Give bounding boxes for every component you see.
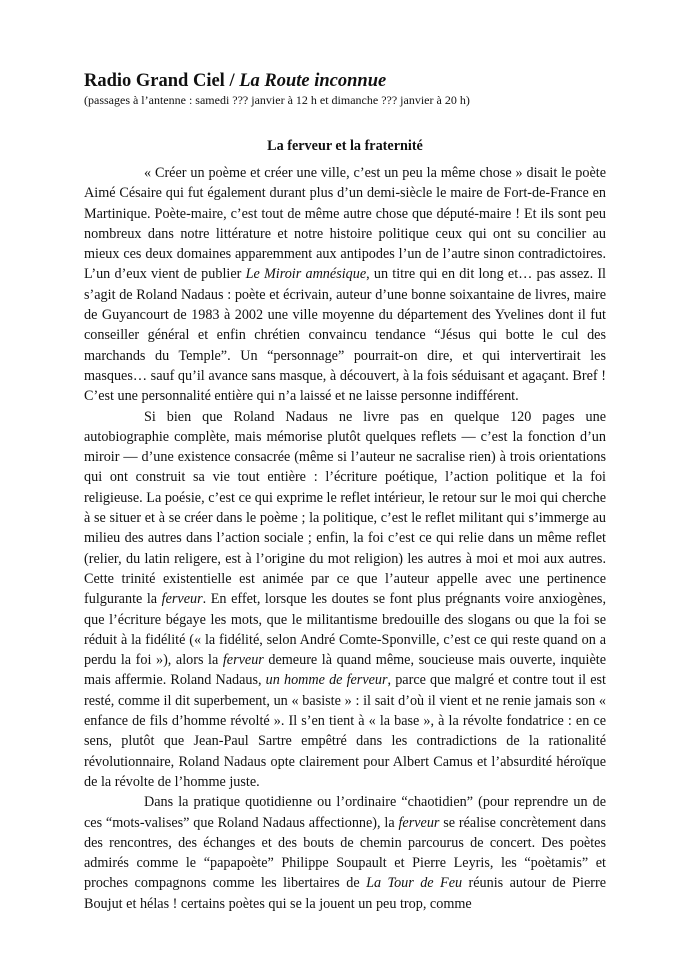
document-header xyxy=(84,70,614,108)
paragraph-1 xyxy=(84,163,606,407)
book-title: Le Miroir amnésique xyxy=(245,266,367,283)
text-run: se réalise concrètement dans des rencontres, des échanges et des bouts de chemin parcourus de concert. Des poètes admirés comme le “papapoète” Philippe Soupault et Pierre Leyris, les “poètamis” et proches compagnons comme les libertaires de xyxy=(84,814,606,892)
paragraph-2 xyxy=(84,407,606,793)
article-title: La ferveur et la fraternité xyxy=(267,138,423,154)
text-run: . En effet, lorsque les doutes se font plus prégnants voire anxiogènes, que l’écriture bégaye les mots, que le militantisme bredouille des slogans ou que la foi se réduit à la fidélité (« la fidélité, selon André Comte-Sponville, c’est ce qui reste quand on a perdu la foi »), alors la xyxy=(84,591,606,669)
emphasis: ferveur xyxy=(398,814,440,831)
program-name: Radio Grand Ciel / xyxy=(84,71,240,91)
text-run: réunis autour de Pierre Boujut et hélas ! certains poètes qui se la jouent un peu trop, comme xyxy=(84,875,607,912)
article-body xyxy=(84,163,606,914)
text-run: , un titre qui en dit long et… pas assez. Il s’agit de Roland Nadaus : poète et écrivain, auteur d’une bonne soixantaine de livres, maire de Guyancourt de 1983 à 2002 une ville moyenne du département des Yvelines dont il fut conseiller général et enfin chrétien convaincu tendance “Jésus qui botte le cul des marchands du Temple”. Un “personnage” pourrait-on dire, et qui intervertirait les masques… sauf qu’il avance sans masque, à découvert, à la fois séduisant et agaçant. Bref ! C’est une personnalité entière qui n’a laissé et ne laisse personne indifférent. xyxy=(84,266,606,405)
text-run: Si bien que Roland Nadaus ne livre pas en quelque 120 pages une autobiographie complète, mais mémorise plutôt quelques reflets — c’est la fonction d’un miroir — d’une existence consacrée (même si l’auteur ne sacralise rien) à trois orientations qui ont construit sa vie tout entière : l’écriture poétique, l’action politique et la foi religieuse. La poésie, c’est ce qui exprime le reflet intérieur, le retour sur le moi qui cherche à se situer et à se créer dans le poème ; la politique, c’est le reflet militant qui s’immerge au milieu des autres dans l’action sociale ; enfin, la foi c’est ce qui relie dans un même reflet (relier, du latin religere, est à l’origine du mot religion) les autres à moi et moi aux autres. Cette trinité existentielle est animée par ce que l’auteur appelle avec une pertinence fulgurante la xyxy=(84,408,606,608)
book-title: La Tour de Feu xyxy=(366,875,463,892)
text-run: demeure là quand même, soucieuse mais ouverte, inquiète mais affermie. Roland Nadaus, xyxy=(84,652,606,689)
emphasis: ferveur xyxy=(222,652,264,669)
paragraph-3 xyxy=(84,792,606,914)
program-title xyxy=(84,70,614,92)
text-run: « Créer un poème et créer une ville, c’est un peu la même chose » disait le poète Aimé Césaire qui fut également durant plus d’un demi-siècle le maire de Fort-de-France en Martinique. Poète-maire, c’est tout de même autre chose que député-maire ! Et ils sont peu nombreux dans notre littérature et notre histoire politique ceux qui ont su concilier au mieux ces deux domaines apparemment aux antipodes l’un de l’autre sinon contradictoires. L’un d’eux vient de publier xyxy=(84,165,606,283)
broadcast-schedule: (passages à l’antenne : samedi ??? janvier à 12 h et dimanche ??? janvier à 20 h) xyxy=(84,93,470,107)
text-run: Dans la pratique quotidienne ou l’ordinaire “chaotidien” (pour reprendre un de ces “mots-valises” que Roland Nadaus affectionne), la xyxy=(84,794,606,831)
program-show-name: La Route inconnue xyxy=(239,71,387,91)
emphasis: ferveur xyxy=(161,591,203,608)
emphasis: un homme de ferveur xyxy=(265,672,388,689)
text-run: , parce que malgré et contre tout il est resté, comme il dit superbement, un « basiste » : il sait d’où il vient et ne renie jamais son « enfance de fils d’homme révolté ». Il s’en tient à « la base », à la révolte fondatrice : en ce sens, plutôt que Jean-Paul Sartre empêtré dans les contradictions de la rationalité révolutionnaire, Roland Nadaus opte clairement pour Albert Camus et l’absurdité héroïque de la révolte de l’homme juste. xyxy=(84,672,606,790)
